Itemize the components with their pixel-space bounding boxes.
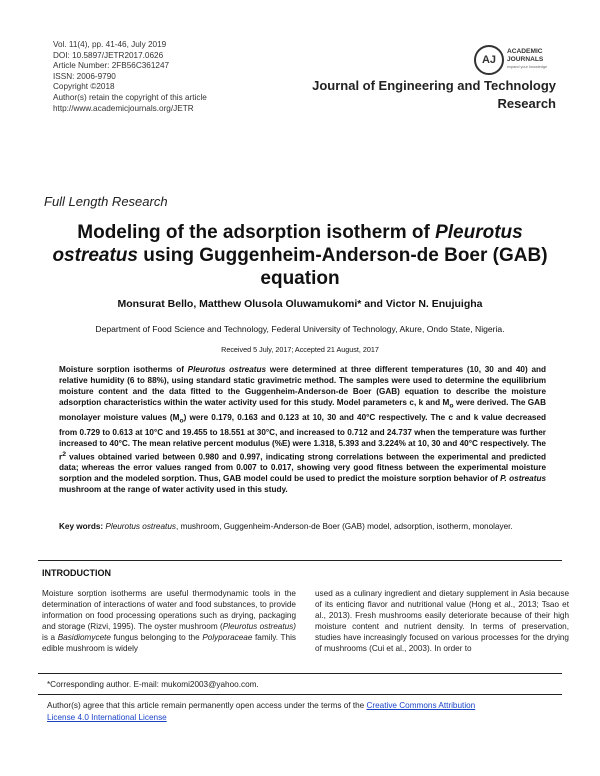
abstract-species: Pleurotus ostreatus (187, 365, 267, 374)
volume-line: Vol. 11(4), pp. 41-46, July 2019 (53, 40, 167, 49)
footer-divider (38, 673, 562, 674)
logo-tagline: expand your knowledge (507, 65, 548, 69)
abstract-text: mushroom at the range of water activity used in this study. (59, 485, 288, 495)
abstract-text: were derived. The GAB monolayer moisture values (M (59, 398, 546, 422)
introduction-heading: INTRODUCTION (42, 568, 111, 578)
section-label: Full Length Research (44, 194, 168, 209)
superscript: 2 (62, 450, 66, 458)
corresponding-author: *Corresponding author. E-mail: mukomi2003@yahoo.com. (47, 680, 259, 689)
issn-line: ISSN: 2006-9790 (53, 71, 116, 81)
journal-url[interactable]: http://www.academicjournals.org/JETR (53, 103, 194, 113)
body-italic: Pleurotus ostreatus) (222, 621, 296, 631)
body-column-left (42, 589, 296, 654)
subscript: o (179, 417, 184, 425)
keywords (59, 521, 546, 532)
license-notice (47, 700, 567, 723)
article-title (40, 221, 560, 290)
article-number-line: Article Number: 2FB56C361247 (53, 61, 170, 71)
subscript: o (449, 402, 454, 410)
abstract-species: P. ostreatus (500, 474, 546, 484)
keywords-rest: , mushroom, Guggenheim-Anderson-de Boer (GAB) model, adsorption, isotherm, monolayer. (175, 522, 513, 531)
abstract-text: were determined at three different temperatures (10, 30 and 40) and relative humidity (6 to 88%), using standard static gravimetric method. The samples were used to determine the equilibrium moisture content and the data fitted to the Guggenheim-Anderson-de Boer (GAB) equation to describe the moisture adsorption characteristics within the water activity used for this study. Model parameters c, k and M (59, 365, 547, 408)
body-column-right: used as a culinary ingredient and dietary supplement in Asia because of its enticing flavor and nutritional value (Hong et al., 2013; Tsao et al., 2013). Fresh mushrooms easily deteriorate because of their high moisture content and nutrient density. In terms of preservation, studies have increasingly focused on various processes for the drying of mushrooms (Cui et al., 2003). In order to (315, 589, 569, 653)
logo-icon: AJ (474, 45, 504, 75)
article-metadata (53, 40, 207, 114)
received-dates: Received 5 July, 2017; Accepted 21 August, 2017 (221, 345, 379, 354)
cc-license-link-cont[interactable]: License 4.0 International License (47, 712, 167, 722)
footer-divider (38, 694, 562, 695)
title-species: Pleurotus ostreatus (52, 222, 523, 266)
body-text: Moisture sorption isotherms are useful thermodynamic tools in the determination of interactions of water and food substances, to provide information on food processing operations such as drying, packaging and storage (Rizvi, 1995). The oyster mushroom ( (42, 589, 296, 631)
academic-journals-logo (474, 45, 566, 75)
body-text: family. This edible mushroom is widely (42, 632, 296, 653)
body-italic: Basidiomycete (57, 632, 111, 642)
affiliation: Department of Food Science and Technology, Federal University of Technology, Akure, Ondo State, Nigeria. (95, 324, 505, 334)
cc-license-link[interactable]: Creative Commons Attribution (366, 701, 476, 710)
license-text: Author(s) agree that this article remain permanently open access under the terms of the (47, 701, 367, 710)
abstract-text: Moisture sorption isotherms of (59, 365, 188, 374)
abstract (59, 364, 546, 496)
logo-line2: JOURNALS (507, 56, 544, 63)
title-part1: Modeling of the adsorption isotherm of (77, 222, 436, 243)
logo-text (507, 48, 543, 64)
body-text: is a (42, 632, 58, 642)
keyword-species: Pleurotus ostreatus (105, 522, 176, 531)
keywords-label: Key words: (59, 522, 104, 531)
journal-name (296, 77, 556, 113)
copyright-line: Copyright ©2018 (53, 82, 115, 92)
abstract-text: values obtained varied between 0.980 and 0.997, indicating strong correlations between the experimental and predicted data; whereas the error values ranged from 0.007 to 0.017, showing very good fitness between the experimental moisture sorption and the modeled sorption. Thus, GAB model could be used to predict the moisture sorption behavior of (59, 452, 546, 484)
title-part2: using Guggenheim-Anderson-de Boer (GAB) equation (137, 245, 548, 289)
logo-line1: ACADEMIC (507, 48, 543, 55)
body-italic: Polyporaceae (202, 632, 253, 642)
journal-name-line1: Journal of Engineering and Technology (312, 78, 556, 93)
rights-line: Author(s) retain the copyright of this article (53, 92, 207, 102)
author-list: Monsurat Bello, Matthew Olusola Oluwamukomi* and Victor N. Enujuigha (117, 298, 483, 310)
doi-line: DOI: 10.5897/JETR2017.0626 (53, 50, 164, 60)
abstract-text: ) were 0.179, 0.163 and 0.123 at 10, 30 and 40°C respectively. The c and k value decreased from 0.729 to 0.613 at 10°C and 19.455 to 18.551 at 30°C, and increased to 0.712 and 24.737 when the temperature was further increased to 40°C. The mean relative percent modulus (%E) were 1.318, 5.393 and 3.224% at 10, 30 and 40°C respectively. The r (59, 412, 546, 462)
divider (38, 560, 562, 561)
body-text: fungus belonging to the (110, 632, 203, 642)
journal-name-line2: Research (497, 96, 556, 111)
